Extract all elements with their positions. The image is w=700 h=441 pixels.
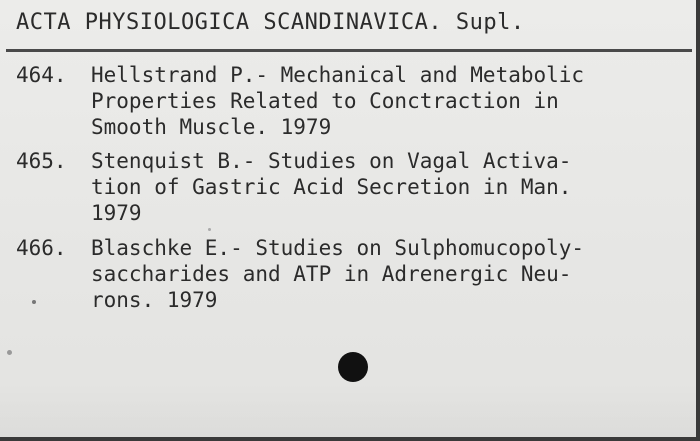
card-bottom-shade [0, 382, 696, 437]
entry-line: rons. 1979 [91, 288, 218, 312]
paper-speck [7, 350, 12, 355]
entry-number: 466. [16, 236, 67, 260]
entry-text [91, 148, 571, 226]
entry-line: Smooth Muscle. 1979 [91, 115, 332, 139]
paper-speck [32, 300, 36, 304]
entry-line: tion of Gastric Acid Secretion in Man. [91, 175, 572, 199]
entry-number: 464. [16, 63, 67, 87]
entry-line: Stenquist B.- Studies on Vagal Activa- [91, 149, 572, 173]
entry-text [91, 62, 584, 140]
entry-line: Properties Related to Conctraction in [91, 89, 559, 113]
paper-speck [208, 228, 211, 231]
card-header-title: ACTA PHYSIOLOGICA SCANDINAVICA. Supl. [16, 10, 525, 35]
card-punch-hole [338, 352, 368, 382]
entry-line: Hellstrand P.- Mechanical and Metabolic [91, 63, 585, 87]
entry-line: Blaschke E.- Studies on Sulphomucopoly- [91, 236, 585, 260]
entry-line: 1979 [91, 201, 142, 225]
entry-text [91, 235, 584, 313]
entry-number: 465. [16, 149, 67, 173]
header-divider [6, 49, 692, 52]
entry-line: saccharides and ATP in Adrenergic Neu- [91, 262, 572, 286]
